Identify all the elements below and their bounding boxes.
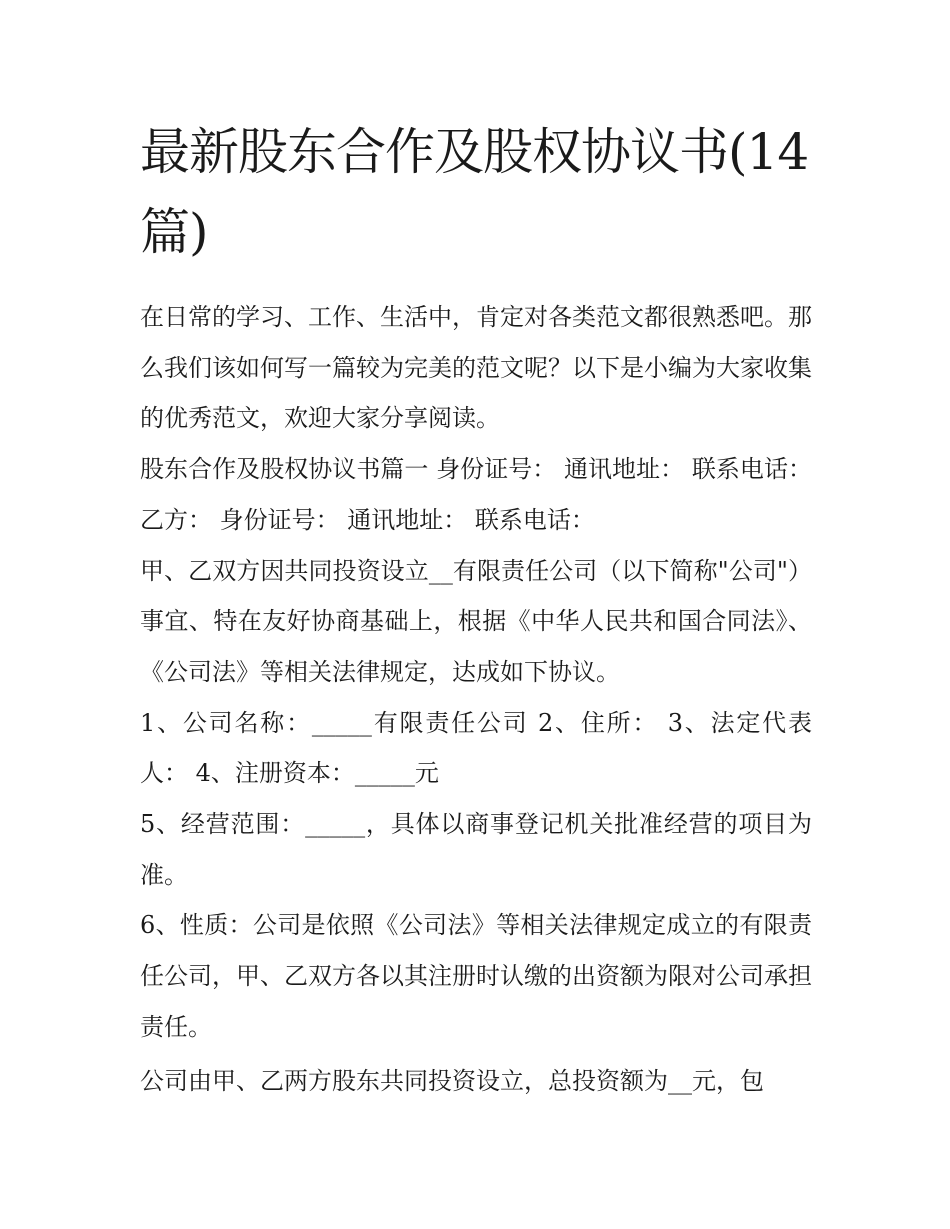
- paragraph-company-nature: 6、性质：公司是依照《公司法》等相关法律规定成立的有限责任公司，甲、乙双方各以其注册时认缴的出资额为限对公司承担责任。: [140, 911, 812, 1041]
- paragraph-intro: 在日常的学习、工作、生活中，肯定对各类范文都很熟悉吧。那么我们该如何写一篇较为完美的范文呢？以下是小编为大家收集的优秀范文，欢迎大家分享阅读。: [140, 303, 812, 433]
- document-page: [140, 112, 812, 1106]
- paragraph-investment: 公司由甲、乙两方股东共同投资设立，总投资额为__元，包: [140, 1066, 764, 1095]
- document-body: [140, 292, 812, 1106]
- paragraph-business-scope: 5、经营范围：_____，具体以商事登记机关批准经营的项目为准。: [140, 810, 812, 889]
- document-title: 最新股东合作及股权协议书(14篇): [140, 123, 809, 261]
- paragraph-article-one-parties: 股东合作及股权协议书篇一 身份证号： 通讯地址： 联系电话： 乙方： 身份证号： 通讯地址： 联系电话：: [140, 455, 812, 534]
- paragraph-company-info: 1、公司名称：_____有限责任公司 2、住所： 3、法定代表人： 4、注册资本：_____元: [140, 708, 812, 788]
- paragraph-agreement-basis: 甲、乙双方因共同投资设立__有限责任公司（以下简称"公司"）事宜、特在友好协商基础上，根据《中华人民共和国合同法》、《公司法》等相关法律规定，达成如下协议。: [140, 556, 812, 686]
